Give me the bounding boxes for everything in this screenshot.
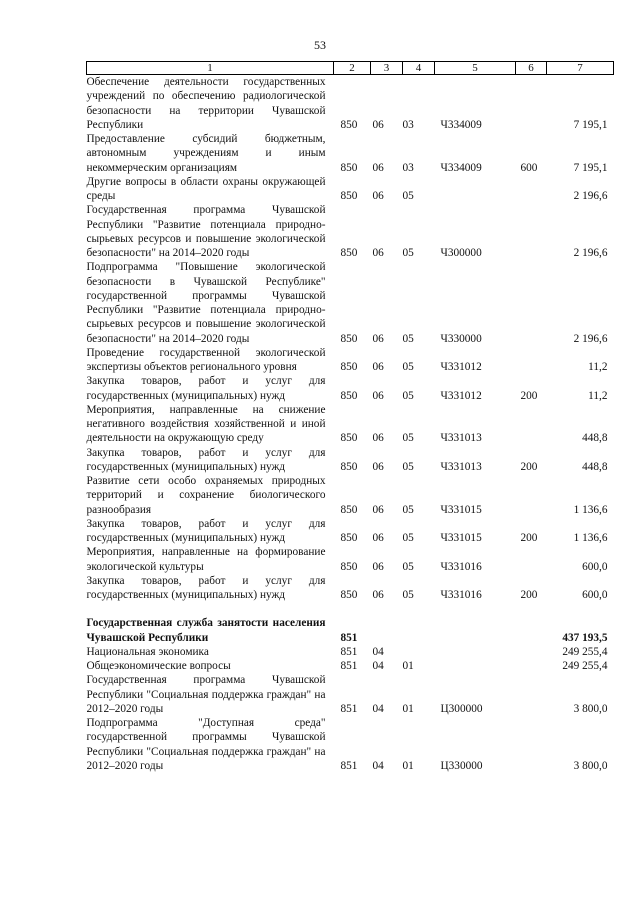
row-admin-code: 850 (340, 503, 358, 516)
row-section-code: 06 (372, 389, 384, 402)
row-subsection-code (403, 616, 435, 645)
row-section-code: 06 (372, 589, 384, 601)
row-target-item: Ч331016 (440, 589, 482, 601)
row-subsection-code: 05 (402, 190, 414, 202)
row-admin-code: 851 (340, 631, 358, 644)
table-row (87, 75, 614, 133)
row-target-item (435, 659, 516, 673)
row-subsection-code: 01 (402, 702, 414, 715)
row-admin-code: 850 (340, 560, 358, 573)
row-amount: 1 136,6 (573, 532, 608, 544)
row-admin-code: 850 (340, 161, 358, 174)
header-col-1: 1 (87, 62, 334, 75)
row-expense-type: 200 (520, 532, 538, 544)
table-row (87, 716, 614, 773)
row-subsection-code: 05 (402, 503, 414, 516)
table-row (87, 474, 614, 517)
row-section-code: 06 (372, 560, 384, 573)
row-subsection-code: 03 (402, 161, 414, 174)
row-name: Закупка товаров, работ и услуг для государственных (муниципальных) нужд (86, 517, 326, 544)
row-admin-code: 850 (340, 118, 358, 131)
row-target-item: Ч330000 (440, 332, 482, 345)
table-row (87, 673, 614, 716)
row-name: Предоставление субсидий бюджетным, автономным учреждениям и иным некоммерческим организациям (86, 133, 326, 174)
row-subsection-code: 05 (402, 247, 414, 259)
row-name: Проведение государственной экологической экспертизы объектов регионального уровня (86, 346, 326, 373)
row-target-item: Ч331015 (440, 503, 482, 516)
row-name: Развитие сети особо охраняемых природных территорий и сохранение биологического разнообразия (86, 475, 326, 516)
row-section-code: 06 (372, 118, 384, 131)
row-amount: 600,0 (582, 589, 608, 601)
row-expense-type (516, 403, 547, 446)
row-admin-code: 850 (340, 361, 358, 373)
row-name: Подпрограмма "Доступная среда" государственной программы Чувашской Республики "Социальная поддержка граждан" на 2012–2020 годы (86, 717, 326, 772)
row-name: Общеэкономические вопросы (86, 660, 231, 672)
row-name: Другие вопросы в области охраны окружающей среды (86, 175, 326, 202)
row-subsection-code: 01 (402, 759, 414, 772)
header-col-3: 3 (371, 62, 403, 75)
row-amount: 448,8 (582, 432, 608, 445)
row-target-item (435, 616, 516, 645)
row-expense-type (516, 175, 547, 204)
row-section-code: 06 (372, 247, 384, 259)
row-target-item (435, 175, 516, 204)
row-name: Обеспечение деятельности государственных учреждений по обеспечению радиологической безопасности на территории Чувашской Республики (86, 76, 326, 131)
header-col-7: 7 (547, 62, 614, 75)
row-amount: 448,8 (582, 460, 608, 473)
row-expense-type (516, 474, 547, 517)
row-expense-type (516, 673, 547, 716)
row-section-code: 06 (372, 460, 384, 473)
table-row (87, 659, 614, 673)
row-subsection-code: 03 (402, 118, 414, 131)
row-expense-type (516, 346, 547, 375)
row-target-item: Ч331012 (440, 389, 482, 402)
row-amount: 600,0 (582, 560, 608, 573)
row-section-code (371, 616, 403, 645)
row-name: Мероприятия, направленные на снижение негативного воздействия хозяйственной и иной деятельности на окружающую среду (86, 403, 326, 445)
table-row (87, 260, 614, 346)
row-expense-type (516, 203, 547, 260)
row-target-item: Ч331016 (440, 560, 482, 573)
row-name: Подпрограмма "Повышение экологической безопасности в Чувашской Республике" государственной программы Чувашской Республики "Развитие потенциала природно-сырьевых ресурсов и повышение экологической безопасности" на 2014–2020 годы (86, 261, 326, 345)
row-admin-code: 850 (340, 460, 358, 473)
table-row (87, 346, 614, 375)
row-admin-code: 850 (340, 389, 358, 402)
row-subsection-code: 05 (402, 460, 414, 473)
row-subsection-code: 05 (402, 432, 414, 445)
row-target-item: Ч334009 (440, 118, 482, 131)
spacer-cell (87, 602, 614, 616)
row-amount: 2 196,6 (573, 190, 608, 202)
row-subsection-code: 05 (402, 589, 414, 601)
table-row (87, 446, 614, 475)
row-amount: 2 196,6 (573, 332, 608, 345)
row-amount: 1 136,6 (573, 503, 608, 516)
row-expense-type (516, 616, 547, 645)
row-expense-type (516, 716, 547, 773)
row-admin-code: 851 (340, 759, 358, 772)
row-admin-code: 850 (340, 247, 358, 259)
table-row (87, 517, 614, 546)
table-header (87, 62, 614, 75)
row-admin-code: 851 (340, 702, 358, 715)
row-section-code: 06 (372, 190, 384, 202)
row-expense-type (516, 75, 547, 133)
row-amount: 11,2 (588, 361, 608, 373)
row-amount: 11,2 (588, 389, 608, 402)
row-admin-code: 850 (340, 332, 358, 345)
row-target-item: Ч331013 (440, 432, 482, 445)
header-row (87, 62, 614, 75)
row-subsection-code: 05 (402, 332, 414, 345)
row-subsection-code: 05 (402, 361, 414, 373)
row-subsection-code (403, 645, 435, 659)
row-target-item: Ц300000 (440, 702, 483, 715)
header-col-6: 6 (516, 62, 547, 75)
spacer-row (87, 602, 614, 616)
row-amount: 437 193,5 (562, 631, 608, 644)
row-section-code: 06 (372, 503, 384, 516)
row-amount: 3 800,0 (573, 702, 608, 715)
row-expense-type: 200 (520, 389, 538, 402)
header-col-4: 4 (403, 62, 435, 75)
row-section-code: 06 (372, 161, 384, 174)
table-row (87, 203, 614, 260)
table-row (87, 132, 614, 175)
row-name: Мероприятия, направленные на формирование экологической культуры (86, 546, 326, 573)
row-subsection-code: 05 (402, 532, 414, 544)
row-name: Закупка товаров, работ и услуг для государственных (муниципальных) нужд (86, 574, 326, 601)
row-amount: 3 800,0 (573, 759, 608, 772)
row-target-item: Ч331013 (440, 460, 482, 473)
row-expense-type: 200 (520, 589, 538, 601)
row-target-item: Ч334009 (440, 161, 482, 174)
table-row (87, 574, 614, 603)
row-admin-code: 850 (340, 190, 358, 202)
row-section-code: 04 (372, 660, 384, 672)
row-subsection-code: 01 (402, 660, 414, 672)
table-body (87, 75, 614, 774)
budget-table (86, 61, 614, 773)
row-name: Государственная программа Чувашской Республики "Развитие потенциала природно-сырьевых ресурсов и повышение экологической безопасности" на 2014–2020 годы (86, 204, 326, 259)
row-section-code: 04 (372, 759, 384, 772)
row-target-item: Ч331012 (440, 361, 482, 373)
header-col-5: 5 (435, 62, 516, 75)
row-section-code: 06 (372, 432, 384, 445)
row-section-code: 04 (372, 702, 384, 715)
row-admin-code: 851 (340, 645, 358, 658)
row-expense-type: 600 (520, 161, 538, 174)
row-section-code: 06 (372, 361, 384, 373)
row-name: Закупка товаров, работ и услуг для государственных (муниципальных) нужд (86, 446, 326, 473)
row-target-item: Ц330000 (440, 759, 483, 772)
row-admin-code: 851 (340, 660, 358, 672)
row-expense-type (516, 645, 547, 659)
table-row (87, 403, 614, 446)
row-name: Государственная программа Чувашской Республики "Социальная поддержка граждан" на 2012–2020 годы (86, 674, 326, 715)
row-target-item (435, 645, 516, 659)
page-number: 53 (314, 38, 326, 52)
table-row (87, 545, 614, 574)
row-name: Закупка товаров, работ и услуг для государственных (муниципальных) нужд (86, 375, 326, 402)
row-expense-type (516, 659, 547, 673)
row-amount: 249 255,4 (562, 645, 608, 658)
row-name: Государственная служба занятости населения Чувашской Республики (86, 617, 326, 644)
row-admin-code: 850 (340, 532, 358, 544)
row-name: Национальная экономика (86, 645, 209, 658)
row-admin-code: 850 (340, 589, 358, 601)
row-subsection-code: 05 (402, 560, 414, 573)
table-row (87, 175, 614, 204)
row-admin-code: 850 (340, 432, 358, 445)
row-subsection-code: 05 (402, 389, 414, 402)
row-target-item: Ч300000 (440, 247, 482, 259)
table-row (87, 616, 614, 645)
row-section-code: 06 (372, 532, 384, 544)
table-row (87, 374, 614, 403)
row-amount: 2 196,6 (573, 247, 608, 259)
row-amount: 249 255,4 (562, 660, 608, 672)
row-expense-type: 200 (520, 460, 538, 473)
table-row (87, 645, 614, 659)
row-amount: 7 195,1 (573, 161, 608, 174)
row-section-code: 06 (372, 332, 384, 345)
row-target-item: Ч331015 (440, 532, 482, 544)
header-col-2: 2 (334, 62, 371, 75)
row-amount: 7 195,1 (573, 118, 608, 131)
row-expense-type (516, 545, 547, 574)
row-section-code: 04 (372, 645, 384, 658)
row-expense-type (516, 260, 547, 346)
